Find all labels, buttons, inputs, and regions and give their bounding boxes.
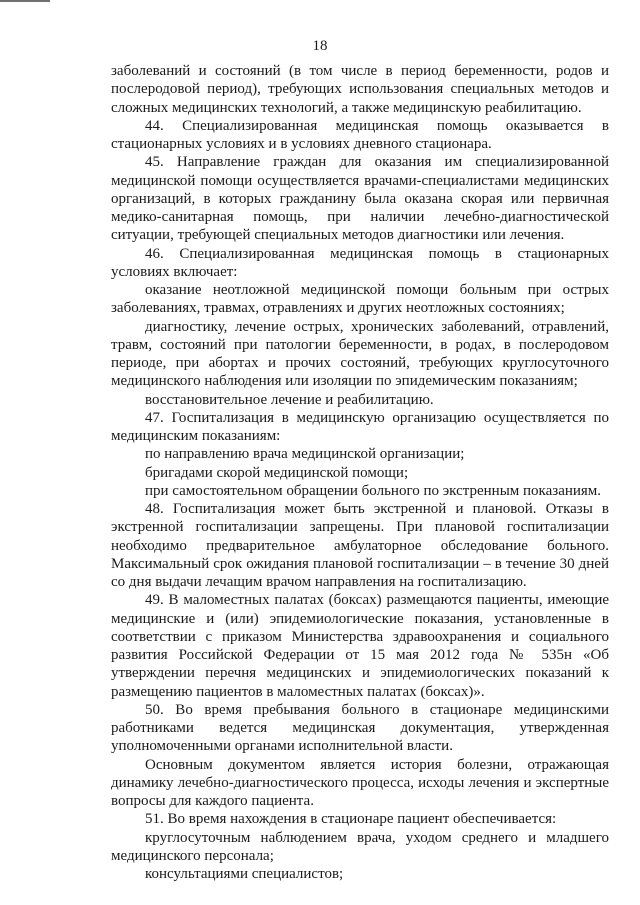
paragraph-47-item-1: по направлению врача медицинской организации; bbox=[145, 446, 465, 463]
paragraph-46-item-1: оказание неотложной медицинской помощи больным при острых заболеваниях, травмах, отравлениях и других неотложных состояниях; bbox=[111, 282, 609, 317]
paragraph-46-item-2: диагностику, лечение острых, хронических заболеваний, отравлений, травм, состояний при патологии беременности, в родах, в послеродовом периоде, при абортах и прочих состояний, требующих круглосуточного медицинского наблюдения или изоляции по эпидемическим показаниям; bbox=[111, 318, 609, 390]
paragraph-46: 46. Специализированная медицинская помощь в стационарных условиях включает: bbox=[111, 245, 609, 280]
paragraph-48: 48. Госпитализация может быть экстренной и плановой. Отказы в экстренной госпитализации запрещены. При плановой госпитализации необходимо предварительное амбулаторное обследование больного. Максимальный срок ожидания плановой госпитализации – в течение 30 дней со дня выдачи лечащим врачом направления на госпитализацию. bbox=[111, 501, 609, 590]
paragraph-44: 44. Специализированная медицинская помощь оказывается в стационарных условиях и в условиях дневного стационара. bbox=[111, 117, 609, 152]
paragraph-50: 50. Во время пребывания больного в стационаре медицинскими работниками ведется медицинская документация, утвержденная уполномоченными органами исполнительной власти. bbox=[111, 701, 609, 755]
paragraph-45: 45. Направление граждан для оказания им специализированной медицинской помощи осуществляется врачами-специалистами медицинских организаций, в которых гражданину была оказана скорая или первичная медико-санитарная помощь, при наличии лечебно-диагностической ситуации, требующей специальных методов диагностики или лечения. bbox=[111, 154, 609, 244]
page-number: 18 bbox=[312, 38, 328, 54]
document-body bbox=[111, 62, 609, 883]
paragraph-47-item-2: бригадами скорой медицинской помощи; bbox=[145, 464, 409, 481]
paragraph-51-item-2: консультациями специалистов; bbox=[145, 866, 344, 882]
paragraph-continuation: заболеваний и состояний (в том числе в период беременности, родов и послеродовой период), требующих использования специальных методов и сложных медицинских технологий, а также медицинскую реабилитацию. bbox=[111, 63, 609, 116]
paragraph-51: 51. Во время нахождения в стационаре пациент обеспечивается: bbox=[145, 811, 557, 828]
paragraph-47-item-3: при самостоятельном обращении больного по экстренным показаниям. bbox=[145, 482, 602, 499]
paragraph-50-history: Основным документом является история болезни, отражающая динамику лечебно-диагностического процесса, исходы лечения и экспертные вопросы для каждого пациента. bbox=[111, 756, 609, 809]
paragraph-51-item-1: круглосуточным наблюдением врача, уходом среднего и младшего медицинского персонала; bbox=[111, 829, 609, 864]
paragraph-49: 49. В маломестных палатах (боксах) размещаются пациенты, имеющие медицинские и (или) эпидемиологические показания, установленные в соответствии с приказом Министерства здравоохранения и социального развития Российской Федерации от 15 мая 2012 года № 535н «Об утверждении перечня медицинских и эпидемиологических показаний к размещению пациентов в маломестных палатах (боксах)». bbox=[111, 592, 609, 700]
corner-scan-mark bbox=[0, 0, 50, 2]
paragraph-46-item-3: восстановительное лечение и реабилитацию. bbox=[145, 391, 434, 408]
paragraph-47: 47. Госпитализация в медицинскую организацию осуществляется по медицинским показаниям: bbox=[111, 409, 609, 444]
